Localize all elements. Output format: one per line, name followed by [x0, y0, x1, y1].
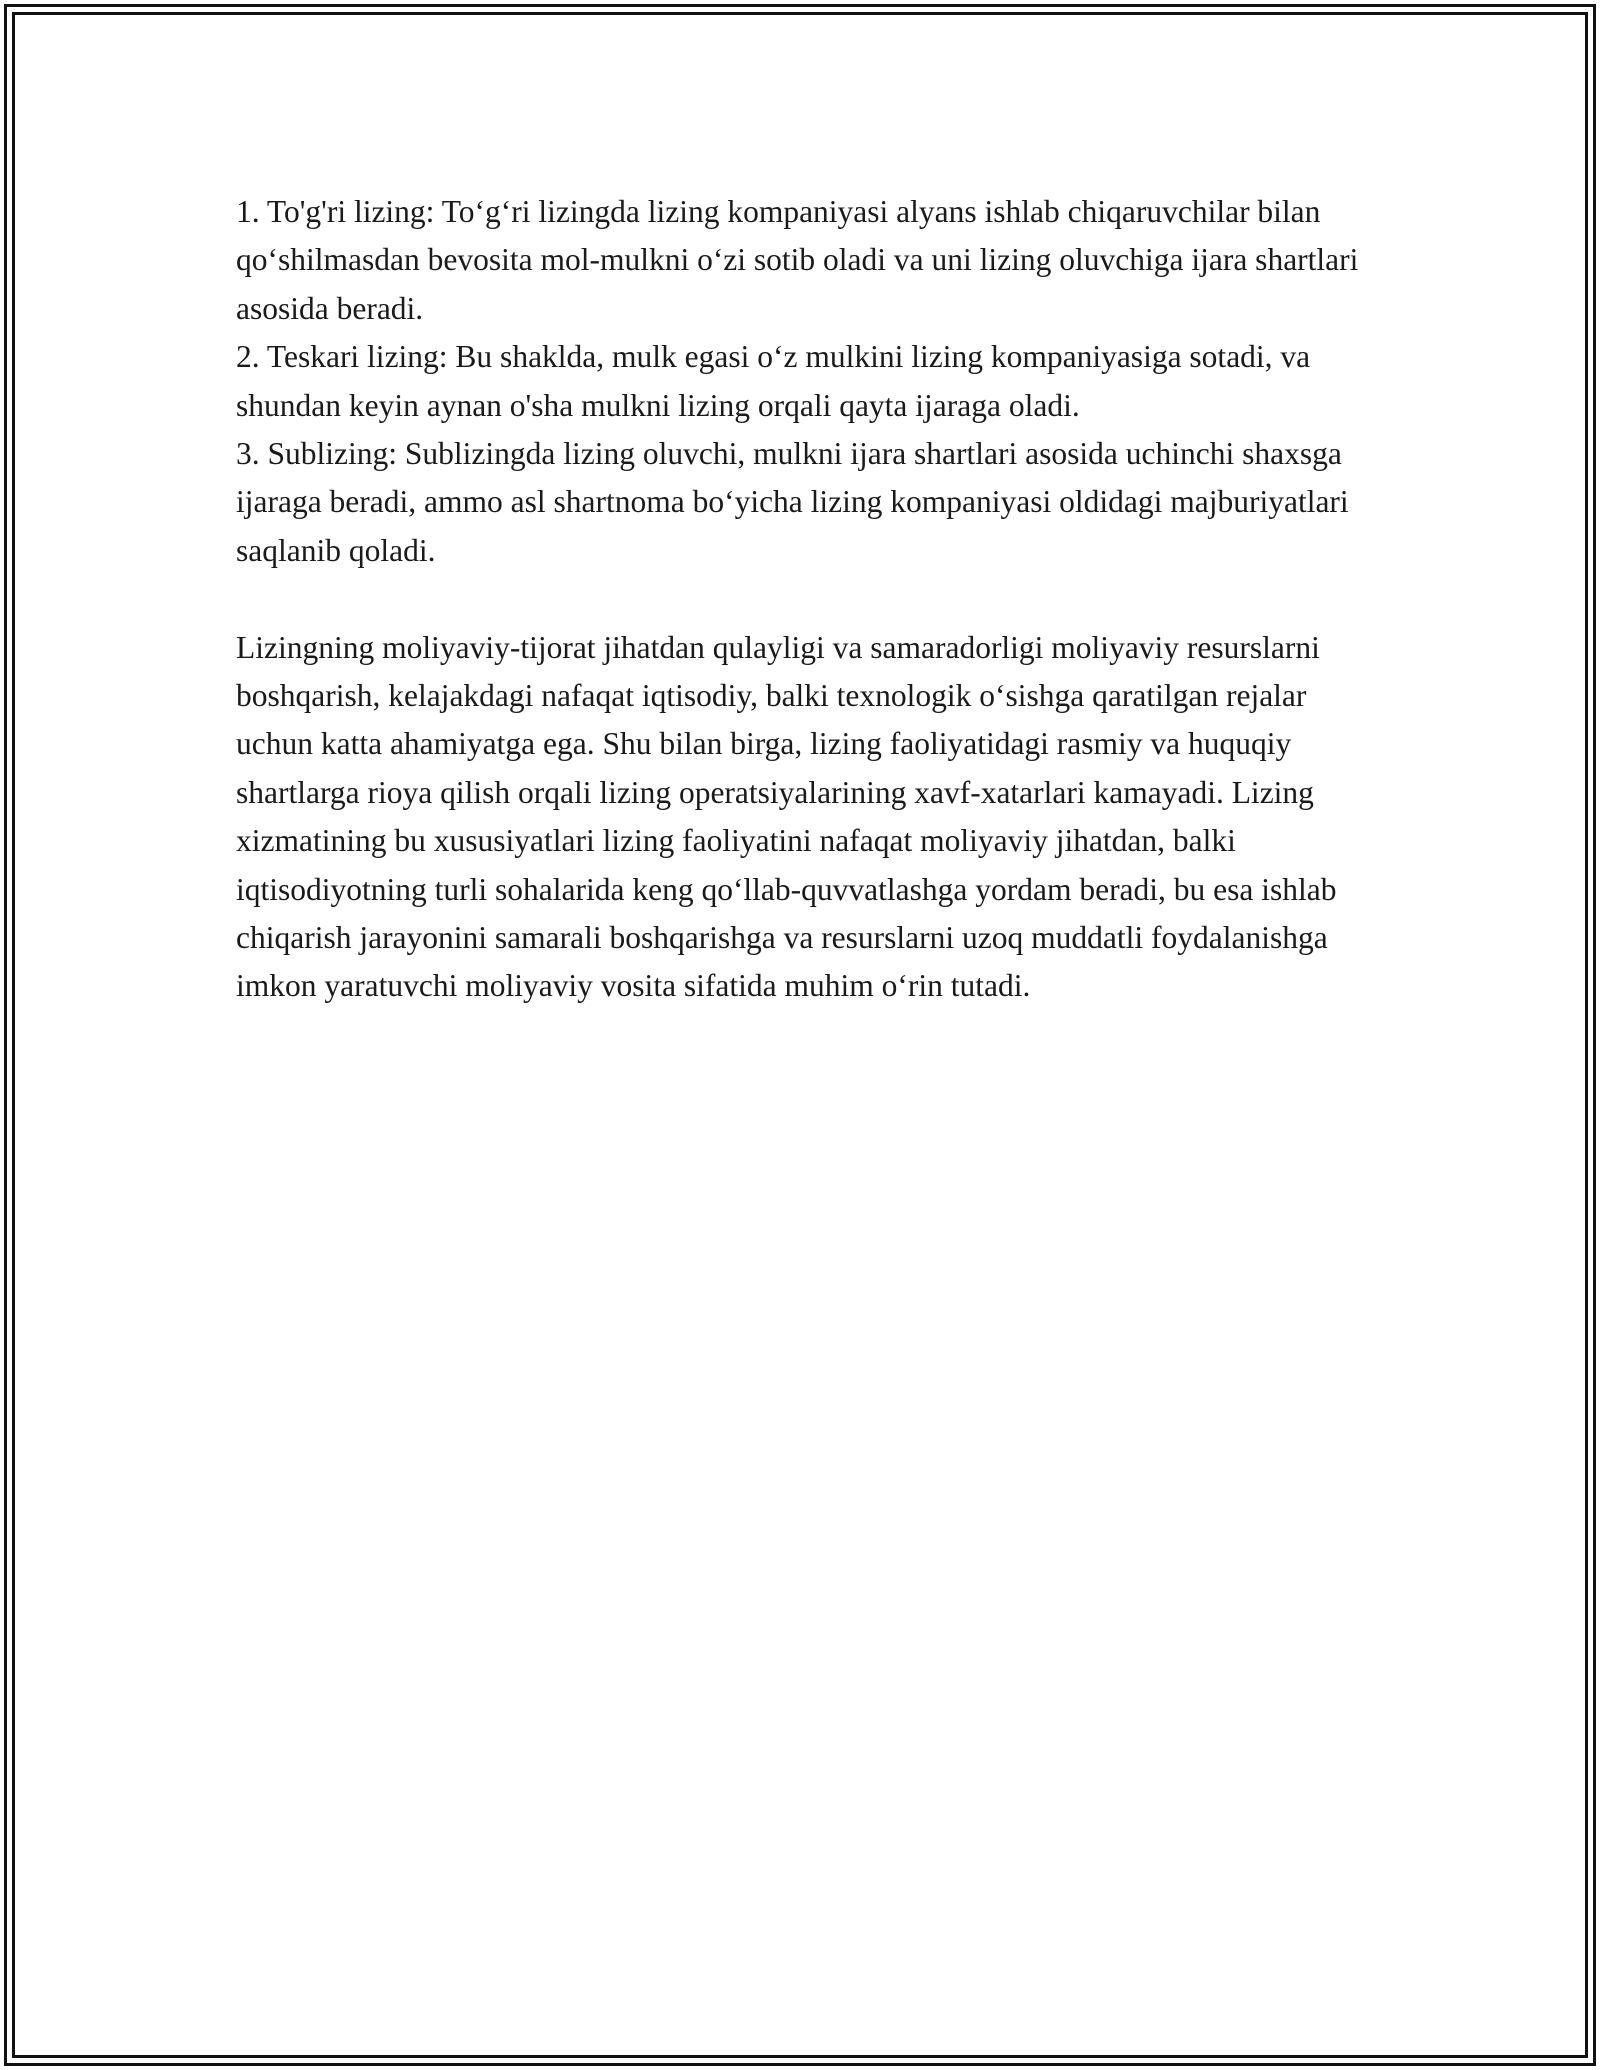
paragraph-spacer — [236, 575, 1386, 623]
list-item-subleasing: 3. Sublizing: Sublizingda lizing oluvchi, mulkni ijara shartlari asosida uchinchi shaxsga ijaraga beradi, ammo asl shartnoma bo‘yicha lizing kompaniyasi oldidagi majburiyatlari saqlanib qoladi. — [236, 436, 1349, 568]
document-body — [236, 188, 1386, 1011]
list-item-direct-leasing: 1. To'g'ri lizing: To‘g‘ri lizingda lizing kompaniyasi alyans ishlab chiqaruvchilar bilan qo‘shilmasdan bevosita mol-mulkni o‘zi sotib oladi va uni lizing oluvchiga ijara shartlari asosida beradi. — [236, 194, 1359, 326]
summary-paragraph: Lizingning moliyaviy-tijorat jihatdan qulayligi va samaradorligi moliyaviy resurslarni boshqarish, kelajakdagi nafaqat iqtisodiy, balki texnologik o‘sishga qaratilgan rejalar uchun katta ahamiyatga ega. Shu bilan birga, lizing faoliyatidagi rasmiy va huquqiy shartlarga rioya qilish orqali lizing operatsiyalarining xavf-xatarlari kamayadi. Lizing xizmatining bu xususiyatlari lizing faoliyatini nafaqat moliyaviy jihatdan, balki iqtisodiyotning turli sohalarida keng qo‘llab-quvvatlashga yordam beradi, bu esa ishlab chiqarish jarayonini samarali boshqarishga va resurslarni uzoq muddatli foydalanishga imkon yaratuvchi moliyaviy vosita sifatida muhim o‘rin tutadi. — [236, 629, 1337, 1004]
list-item-reverse-leasing: 2. Teskari lizing: Bu shaklda, mulk egasi o‘z mulkini lizing kompaniyasiga sotadi, va shundan keyin aynan o'sha mulkni lizing orqali qayta ijaraga oladi. — [236, 339, 1311, 423]
